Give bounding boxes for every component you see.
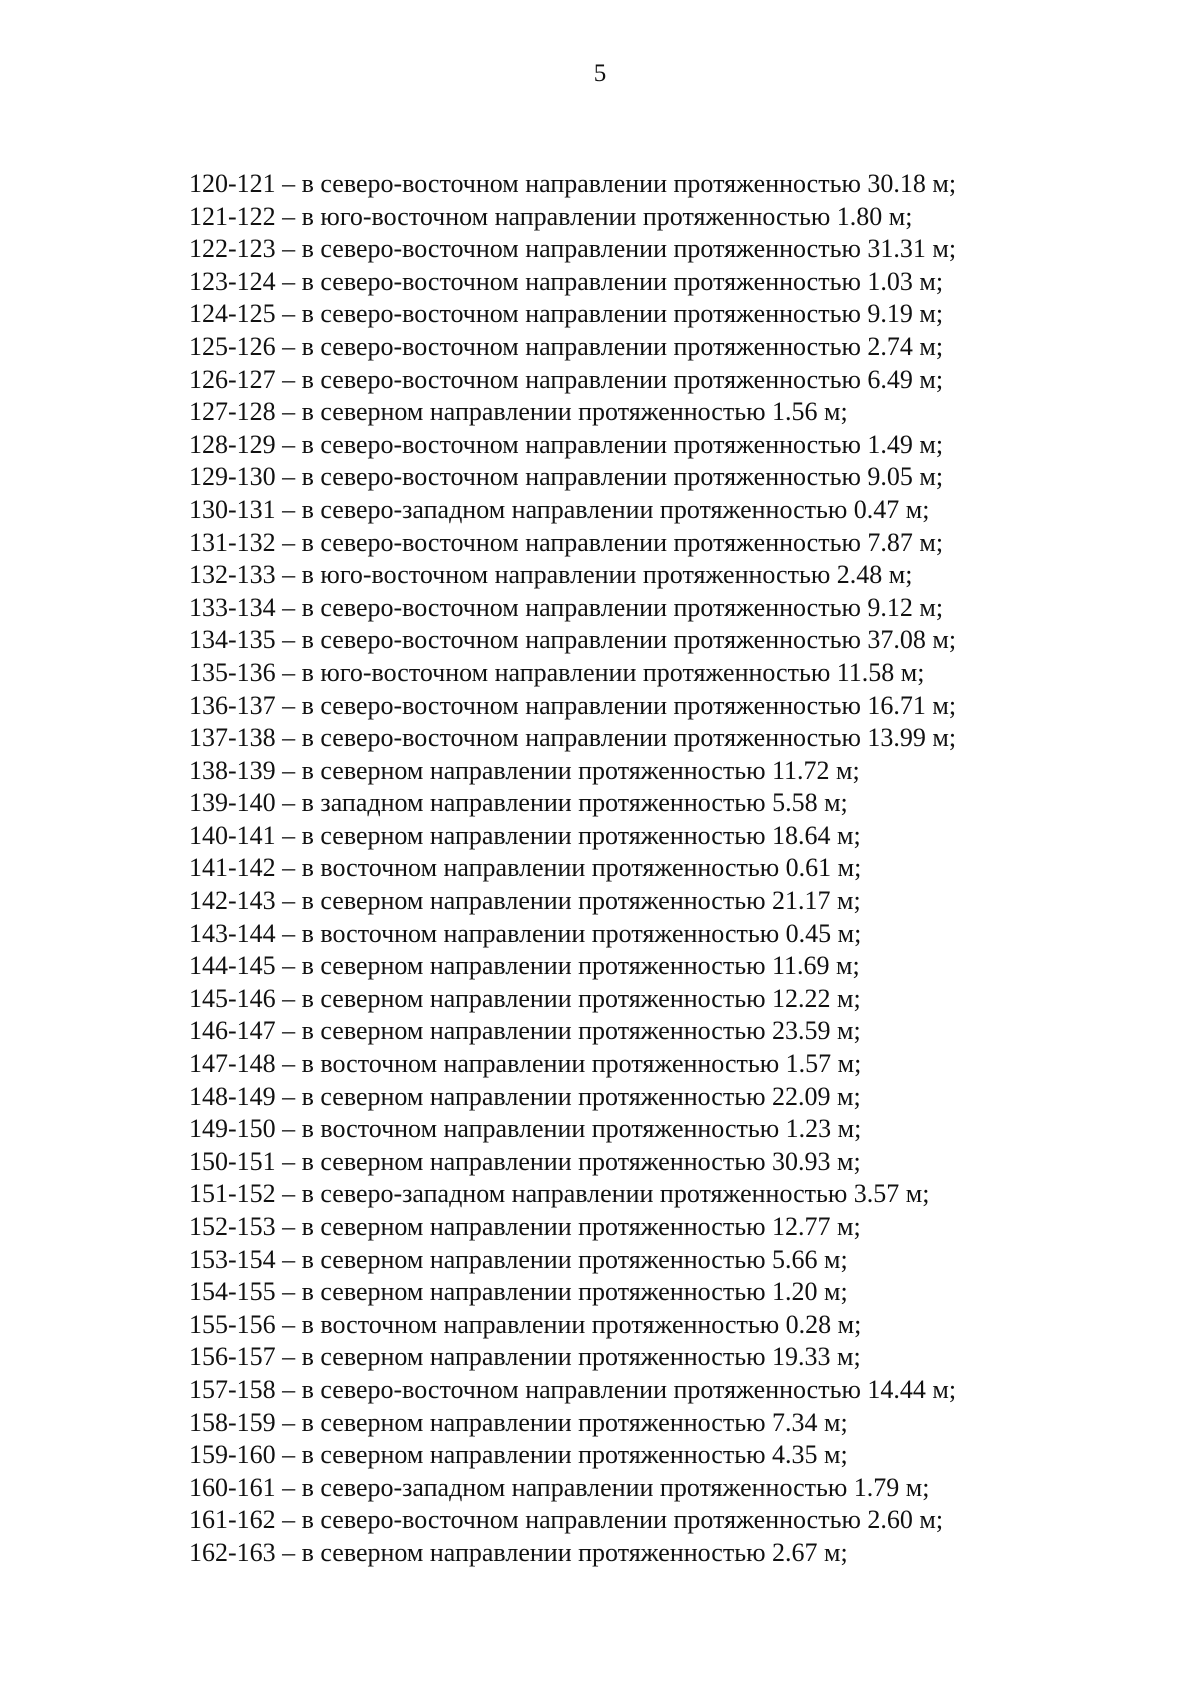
segment-line: 123-124 – в северо-восточном направлении протяженностью 1.03 м; xyxy=(189,266,944,296)
page-number: 5 xyxy=(593,60,607,87)
segment-line: 135-136 – в юго-восточном направлении протяженностью 11.58 м; xyxy=(189,657,925,687)
segment-line: 129-130 – в северо-восточном направлении протяженностью 9.05 м; xyxy=(189,462,944,492)
segment-line: 134-135 – в северо-восточном направлении протяженностью 37.08 м; xyxy=(189,625,957,655)
segment-line: 152-153 – в северном направлении протяженностью 12.77 м; xyxy=(189,1212,861,1241)
boundary-segment-list xyxy=(189,168,1069,1570)
segment-line: 150-151 – в северном направлении протяженностью 30.93 м; xyxy=(189,1146,861,1176)
segment-line: 162-163 – в северном направлении протяженностью 2.67 м; xyxy=(189,1537,848,1567)
segment-line: 127-128 – в северном направлении протяженностью 1.56 м; xyxy=(189,397,848,427)
segment-line: 132-133 – в юго-восточном направлении протяженностью 2.48 м; xyxy=(189,560,913,590)
segment-line: 153-154 – в северном направлении протяженностью 5.66 м; xyxy=(189,1244,848,1274)
segment-line: 128-129 – в северо-восточном направлении протяженностью 1.49 м; xyxy=(189,429,944,459)
segment-line: 121-122 – в юго-восточном направлении протяженностью 1.80 м; xyxy=(189,201,913,231)
segment-line: 140-141 – в северном направлении протяженностью 18.64 м; xyxy=(189,820,861,850)
segment-line: 155-156 – в восточном направлении протяженностью 0.28 м; xyxy=(189,1309,862,1339)
segment-line: 139-140 – в западном направлении протяженностью 5.58 м; xyxy=(189,788,848,818)
segment-line: 136-137 – в северо-восточном направлении протяженностью 16.71 м; xyxy=(189,690,957,720)
segment-line: 120-121 – в северо-восточном направлении протяженностью 30.18 м; xyxy=(189,169,957,198)
segment-line: 143-144 – в восточном направлении протяженностью 0.45 м; xyxy=(189,918,862,948)
segment-line: 149-150 – в восточном направлении протяженностью 1.23 м; xyxy=(189,1114,862,1144)
segment-line: 130-131 – в северо-западном направлении протяженностью 0.47 м; xyxy=(189,494,930,524)
segment-line: 146-147 – в северном направлении протяженностью 23.59 м; xyxy=(189,1016,861,1046)
segment-line: 160-161 – в северо-западном направлении протяженностью 1.79 м; xyxy=(189,1472,930,1502)
segment-line: 145-146 – в северном направлении протяженностью 12.22 м; xyxy=(189,983,861,1013)
segment-line: 142-143 – в северном направлении протяженностью 21.17 м; xyxy=(189,886,861,916)
segment-line: 131-132 – в северо-восточном направлении протяженностью 7.87 м; xyxy=(189,527,944,557)
segment-line: 148-149 – в северном направлении протяженностью 22.09 м; xyxy=(189,1081,861,1111)
segment-line: 157-158 – в северо-восточном направлении протяженностью 14.44 м; xyxy=(189,1374,957,1404)
segment-line: 159-160 – в северном направлении протяженностью 4.35 м; xyxy=(189,1440,848,1470)
segment-line: 137-138 – в северо-восточном направлении протяженностью 13.99 м; xyxy=(189,723,957,753)
segment-line: 144-145 – в северном направлении протяженностью 11.69 м; xyxy=(189,951,860,981)
segment-line: 147-148 – в восточном направлении протяженностью 1.57 м; xyxy=(189,1049,862,1079)
segment-line: 156-157 – в северном направлении протяженностью 19.33 м; xyxy=(189,1342,861,1372)
segment-line: 133-134 – в северо-восточном направлении протяженностью 9.12 м; xyxy=(189,592,944,622)
segment-line: 126-127 – в северо-восточном направлении протяженностью 6.49 м; xyxy=(189,364,944,394)
segment-line: 154-155 – в северном направлении протяженностью 1.20 м; xyxy=(189,1277,848,1307)
segment-line: 138-139 – в северном направлении протяженностью 11.72 м; xyxy=(189,755,860,785)
segment-line: 161-162 – в северо-восточном направлении протяженностью 2.60 м; xyxy=(189,1505,944,1535)
segment-line: 141-142 – в восточном направлении протяженностью 0.61 м; xyxy=(189,853,862,883)
segment-line: 158-159 – в северном направлении протяженностью 7.34 м; xyxy=(189,1407,848,1437)
segment-line: 125-126 – в северо-восточном направлении протяженностью 2.74 м; xyxy=(189,331,944,361)
segment-line: 151-152 – в северо-западном направлении протяженностью 3.57 м; xyxy=(189,1179,930,1209)
segment-line: 122-123 – в северо-восточном направлении протяженностью 31.31 м; xyxy=(189,234,957,264)
segment-line: 124-125 – в северо-восточном направлении протяженностью 9.19 м; xyxy=(189,299,944,329)
